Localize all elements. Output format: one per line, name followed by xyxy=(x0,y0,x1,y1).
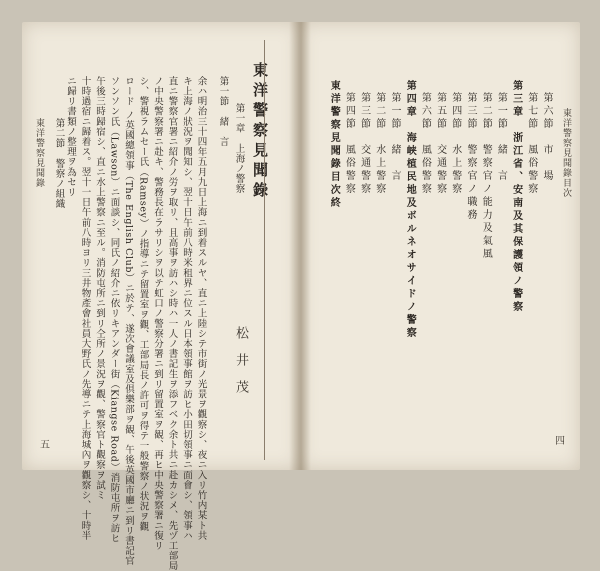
body-line: シ、警視ラムセー氏（Ramsey）ノ指導ニテ留置室ヲ觀、工部局長ノ許可ヲ得テ一般警察ノ状況ヲ觀 xyxy=(137,76,149,532)
body-line: 余ハ明治三十四年五月九日上海ニ到着スルヤ、直ニ上陸シテ市街ノ光景ヲ觀察シ、夜ニ入リ竹内某ト共 xyxy=(195,76,207,541)
chapter-heading: 第一章 上海ノ警察 xyxy=(233,103,245,194)
body-line: キ上海ノ狀況ヲ聞知シ、翌十日午前八時米租界ニ位スル日本領事館ヲ訪ヒ小田切領事ニ面會シ、領事ハ xyxy=(181,76,192,541)
book-gutter xyxy=(289,22,311,470)
toc-item: 第一節 緒 言 xyxy=(389,92,400,183)
toc-item: 第五節 交通警察 xyxy=(434,92,446,196)
body-line: 午後三時歸宿シ、直ニ水上警察ニ至ル。消防屯所ニ到リ仝所ノ景況ヲ觀、警察官ト觀察ヲ試ミ xyxy=(94,76,105,501)
book-title: 東洋警察見聞錄 xyxy=(251,62,269,202)
running-header-left: 東洋警察見聞錄 xyxy=(34,118,44,188)
toc-item: 第三節 交通警察 xyxy=(358,92,370,196)
section-heading-1: 第一節 緒 言 xyxy=(217,76,229,147)
right-page xyxy=(300,22,580,470)
body-line: ソンソン氏（Lawson）ニ面談シ、同氏ノ紹介ニ依リキアンダー街（Kiangse Road）消防屯所ヲ訪ヒ xyxy=(108,76,120,544)
toc-item: 第四節 風俗警察 xyxy=(343,92,355,196)
toc-item: 第六節 市 場 xyxy=(541,92,552,183)
toc-chapter: 第四章 海峡植民地及ボルネオサイドノ警察 xyxy=(404,80,416,340)
body-line: ノ中央警察署ニ赴キ、警務長在ラサリシヲ以テ虹口ノ警察分署ニ到リ留置室ヲ観、再ヒ中央警察署ニ復リ xyxy=(152,76,163,551)
running-header-right: 東洋警察見聞錄目次 xyxy=(561,108,571,198)
body-line: 直ニ警察官署ニ紹介ノ労ヲ取リ、且高事ヲ訪ハシ時ハ一人ノ書記生ヲ添フベク余ト共ニ赴カシメ、先ヅ工部局 xyxy=(166,76,178,571)
body-line: ロード ノ英國總領事（The English Club）ニ於テ、遂次會議室及倶樂部ヲ観、午後英國市廳ニ到リ書記官 xyxy=(123,76,134,566)
toc-item: 第二節 警察官ノ能力及氣風 xyxy=(480,92,492,261)
toc-item: 第一節 緒 言 xyxy=(495,92,507,183)
body-line: 十時過宿ニ歸着ス。翌十一日午前八時ヨリ三井物產會社員大野氏ノ先導ニテ上海城內ヲ觀察シ、十時半 xyxy=(79,76,91,541)
page-number-left: 五 xyxy=(40,440,50,451)
author-name: 松井茂 xyxy=(233,326,248,407)
toc-chapter: 東洋警察見聞錄目次終 xyxy=(328,80,340,210)
vertical-rule xyxy=(264,40,265,460)
page-number-right: 四 xyxy=(555,436,565,447)
toc-item: 第三節 警察官ノ職務 xyxy=(465,92,476,222)
toc-item: 第六節 風俗警察 xyxy=(419,92,431,196)
section-heading-2: 第二節 警察ノ組織 xyxy=(53,118,65,209)
toc-item: 第二節 水上警察 xyxy=(373,92,385,196)
toc-chapter: 第三章 浙江省、安南及其保護領ノ警察 xyxy=(510,80,522,314)
toc-item: 第七節 風俗警察 xyxy=(525,92,537,196)
toc-item: 第四節 水上警察 xyxy=(449,92,461,196)
body-line: ニ歸リ書類ノ整理ヲ為セリ xyxy=(65,76,76,198)
